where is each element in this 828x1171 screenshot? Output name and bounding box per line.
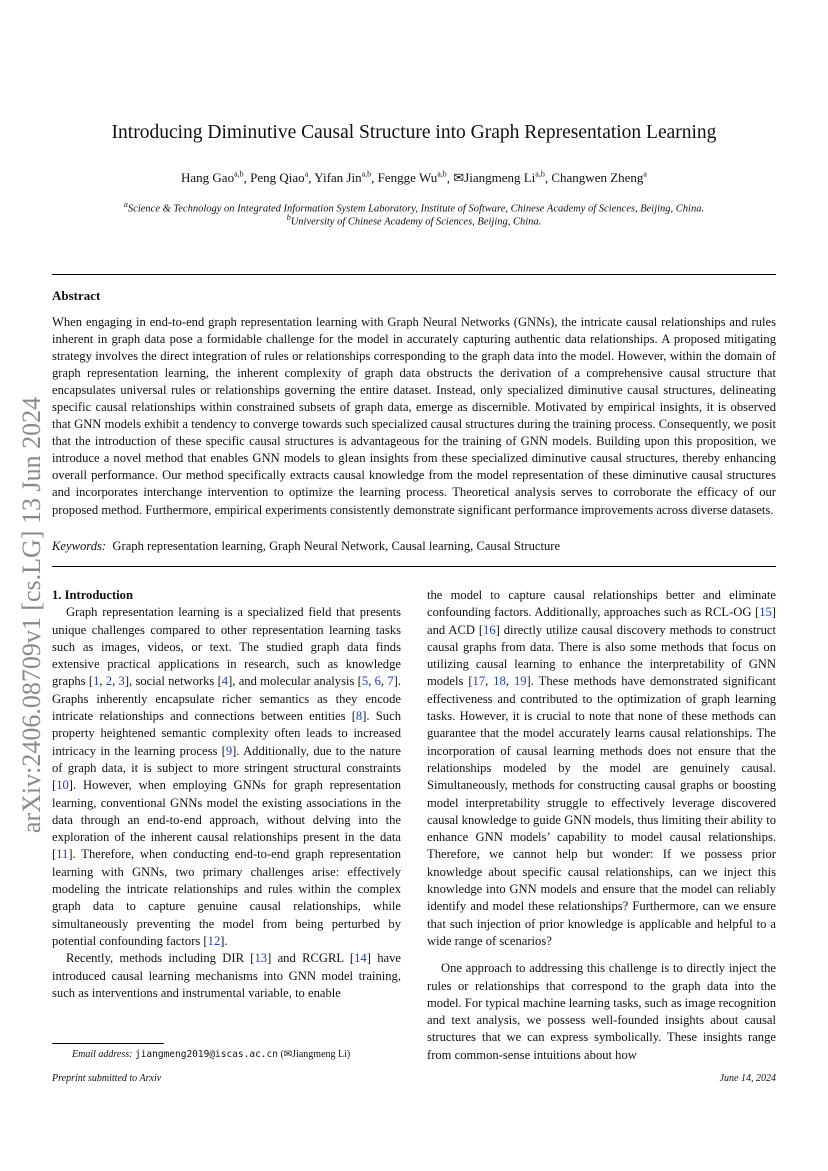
author-name: ✉Jiangmeng Li$^{a,b}$ xyxy=(453,170,545,186)
section-heading-introduction: 1. Introduction xyxy=(52,588,133,602)
arxiv-stamp-text: arXiv:2406.08709v1 [cs.LG] 13 Jun 2024 xyxy=(17,396,46,834)
footer-preprint: Preprint submitted to Arxiv xyxy=(52,1073,162,1084)
intro-paragraph: the model to capture causal relationships better and eliminate confounding factors. Additionally, approaches such as RCL-OG [15] and ACD [16] directly utilize causal discovery methods to construct causal graphs from data. There is also some methods that focus on utilizing causal learning to enhance the interpretability of GNN models [17, 18, 19]. These methods have demonstrated significant effectiveness and contributed to the optimization of graph learning tasks. However, it is crucial to note that none of these methods can guarantee that the model accurately learns causal relationships. The incorporation of causal learning methods does not ensure that the relationships modeled by the model are genuinely causal. Simultaneously, methods for constructing causal graphs or boosting model interpretability struggle to effectively leverage discovered causal knowledge to guide GNN models, thus limiting their ability to enhance GNN models’ capability to model causal relationships. Therefore, we cannot help but wonder: If we possess prior knowledge about specific causal relationships, can we inject this knowledge into GNN models and ensure that the model can reliably identify and model these relationships? Furthermore, can we ensure that such injection of prior knowledge is applicable and helpful to a wide range of scenarios? xyxy=(427,588,776,948)
citation-link[interactable]: 19 xyxy=(513,674,527,689)
citation-link[interactable]: 11 xyxy=(56,847,69,862)
email-link[interactable]: jiangmeng2019@iscas.ac.cn xyxy=(134,1049,278,1060)
footnote: Email address: jiangmeng2019@iscas.ac.cn (✉Jiangmeng Li) xyxy=(72,1049,351,1060)
author-name: Changwen Zheng$^a$ xyxy=(551,170,647,186)
author-name: Yifan Jin$^{a,b}$ xyxy=(314,170,372,186)
paper-title: Introducing Diminutive Causal Structure into Graph Representation Learning xyxy=(111,122,717,143)
citation-link[interactable]: 3 xyxy=(118,674,125,689)
keywords-line xyxy=(52,539,776,554)
citation-link[interactable]: 18 xyxy=(493,674,506,689)
citation-link[interactable]: 15 xyxy=(759,605,772,620)
footer-date: June 14, 2024 xyxy=(719,1073,776,1084)
keywords-label: Keywords: xyxy=(52,539,107,553)
citation-link[interactable]: 12 xyxy=(207,933,221,948)
citation-link[interactable]: 16 xyxy=(483,622,496,637)
affiliation-b: $^b$University of Chinese Academy of Sciences, Beijing, China. xyxy=(286,213,542,228)
arxiv-stamp xyxy=(6,370,58,860)
citation-link[interactable]: 7 xyxy=(387,674,394,689)
keywords-divider xyxy=(52,566,776,567)
author-list: Hang Gao$^{a,b}$, Peng Qiao$^a$, Yifan Jin$^{a,b}$, Fengge Wu$^{a,b}$, ✉Jiangmeng Li$^{a,b}$, Changwen Zheng$^a$ xyxy=(181,170,647,186)
citation-link[interactable]: 9 xyxy=(225,743,233,758)
intro-paragraph: One approach to addressing this challenge is to directly inject the rules or relationships that correspond to the graph data into the model. For typical machine learning tasks, such as image recognition and text analysis, we possess well-founded insights about causal structures that we can express symbolically. These insights range from common-sense intuitions about how xyxy=(427,961,776,1062)
top-divider xyxy=(52,274,776,275)
citation-link[interactable]: 4 xyxy=(221,674,229,689)
intro-paragraph: Recently, methods including DIR [13] and RCGRL [14] have introduced causal learning mechanisms into GNN model training, such as interventions and instrumental variable, to enable xyxy=(52,951,401,1000)
author-name: Peng Qiao$^a$ xyxy=(250,170,309,186)
intro-paragraph: Graph representation learning is a specialized field that presents unique challenges compared to other representation learning tasks such as images, videos, or text. The studied graph data finds extensive practical applications in research, such as knowledge graphs [1, 2, 3], social networks [4], and molecular analysis [5, 6, 7]. Graphs inherently encapsulate richer semantics as they encode intricate relationships and connections between entities [8]. Such property heightened semantic complexity often leads to increased intricacy in the learning process [9]. Additionally, due to the nature of graph data, it is subject to more stringent structural constraints [10]. However, when employing GNNs for graph representation learning, conventional GNNs model the existing associations in the data through an end-to-end approach, without delving into the exploration of the inherent causal relationships present in the data [11]. Therefore, when conducting end-to-end graph representation learning with GNNs, two primary challenges arise: effectively modeling the intricate relationships and rules within the complex graph data to capture genuine causal relationships, while simultaneously preventing the model from being perturbed by potential confounding factors [12]. xyxy=(52,605,401,948)
citation-link[interactable]: 6 xyxy=(374,674,381,689)
citation-link[interactable]: 14 xyxy=(354,951,367,966)
right-column xyxy=(427,587,776,1064)
affiliation-a: $^a$Science & Technology on Integrated Information System Laboratory, Institute of Software, Chinese Academy of Sciences, Beijing, China. xyxy=(123,200,705,215)
citation-link[interactable]: 13 xyxy=(254,951,268,966)
citation-link[interactable]: 1 xyxy=(93,674,100,689)
abstract-heading: Abstract xyxy=(52,288,101,303)
keywords-text: Graph representation learning, Graph Neural Network, Causal learning, Causal Structure xyxy=(112,539,561,553)
citation-link[interactable]: 10 xyxy=(56,778,69,793)
citation-link[interactable]: 2 xyxy=(105,674,113,689)
footnote-divider xyxy=(52,1043,164,1044)
left-column xyxy=(52,587,401,1002)
citation-link[interactable]: 17 xyxy=(472,674,486,689)
abstract-body: When engaging in end-to-end graph representation learning with Graph Neural Networks (GNNs), the intricate causal relationships and rules inherent in graph data pose a formidable challenge for the model in accurately capturing authentic data relationships. A proposed mitigating strategy involves the direct integration of rules or relationships corresponding to the graph data into the model. However, within the domain of graph representation learning, the inherent complexity of graph data obstructs the derivation of a comprehensive causal structure that encapsulates universal rules or relationships governing the entire dataset. Instead, only specialized diminutive causal structures, delineating specific causal relationships within constrained subsets of graph data, emerge as discernible. Motivated by empirical insights, it is observed that GNN models exhibit a tendency to converge towards such specialized causal structures during the training process. Consequently, we posit that the introduction of these specific causal structures is advantageous for the training of GNN models. Building upon this proposition, we introduce a novel method that enables GNN models to glean insights from these specialized diminutive causal structures, thereby enhancing overall performance. Our method specifically extracts causal knowledge from the model representation of these diminutive causal structures and incorporates interchange intervention to optimize the learning process. Theoretical analysis serves to corroborate the efficacy of our proposed method. Furthermore, empirical experiments consistently demonstrate significant performance improvements across diverse datasets. xyxy=(52,315,776,517)
author-name: Fengge Wu$^{a,b}$ xyxy=(377,170,447,186)
citation-link[interactable]: 5 xyxy=(361,674,369,689)
author-name: Hang Gao$^{a,b}$ xyxy=(181,170,244,186)
citation-link[interactable]: 8 xyxy=(355,709,363,724)
